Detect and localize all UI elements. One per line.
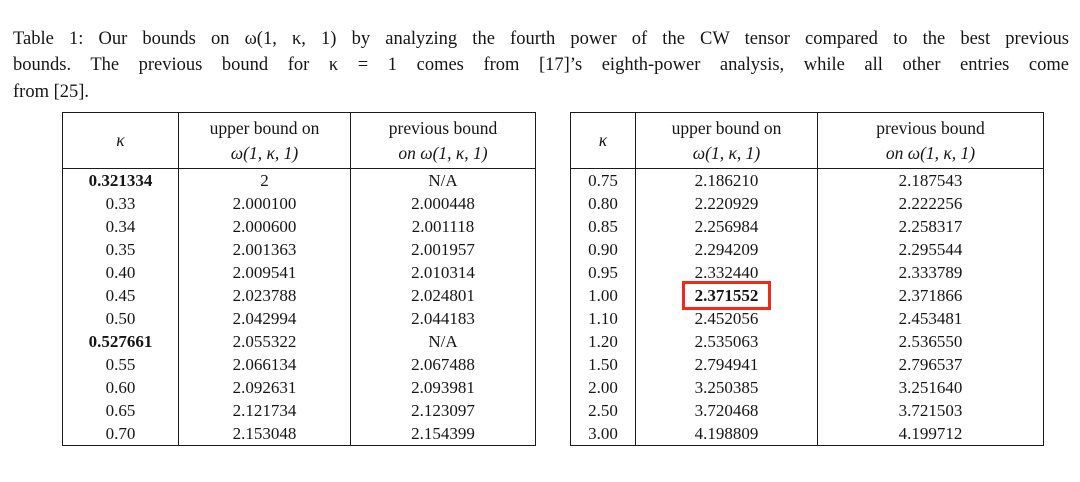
previous-bound-cell: 2.093981	[411, 378, 475, 397]
kappa-cell: 3.00	[571, 422, 636, 446]
bounds-table-left	[62, 112, 536, 446]
upper-bound-cell: 2.042994	[179, 307, 351, 330]
upper-bound-cell: 2.009541	[179, 261, 351, 284]
kappa-cell: 0.85	[571, 215, 636, 238]
kappa-cell: 0.35	[63, 238, 179, 261]
upper-bound-cell: 2.332440	[636, 261, 818, 284]
upper-bound-header	[179, 113, 351, 169]
kappa-header	[63, 113, 179, 169]
table-row	[63, 192, 536, 215]
upper-bound-header-line2: ω(1, κ, 1)	[692, 142, 761, 163]
previous-bound-cell: 2.371866	[898, 286, 963, 305]
table-row	[63, 399, 536, 422]
upper-bound-cell: 2	[179, 169, 351, 193]
previous-bound-cell: 2.453481	[898, 309, 963, 328]
upper-bound-header-line2: ω(1, κ, 1)	[230, 142, 299, 163]
kappa-cell: 1.10	[571, 307, 636, 330]
upper-bound-cell: 3.250385	[636, 376, 818, 399]
kappa-cell: 0.34	[63, 215, 179, 238]
table-caption	[13, 26, 1069, 106]
kappa-cell: 0.70	[63, 422, 179, 446]
upper-bound-cell: 2.452056	[636, 307, 818, 330]
upper-bound-cell: 2.186210	[636, 169, 818, 193]
kappa-cell: 1.00	[571, 284, 636, 307]
table-row	[571, 376, 1044, 399]
kappa-cell: 0.33	[63, 192, 179, 215]
previous-bound-cell: 2.010314	[411, 263, 475, 282]
previous-bound-cell: 3.251640	[898, 378, 963, 397]
previous-bound-cell: 2.067488	[411, 355, 475, 374]
bounds-table-right	[570, 112, 1044, 446]
previous-bound-cell: 2.001957	[411, 240, 475, 259]
upper-bound-cell: 3.720468	[636, 399, 818, 422]
table-row	[63, 422, 536, 446]
kappa-cell: 0.45	[63, 284, 179, 307]
previous-bound-cell: 2.333789	[898, 263, 963, 282]
previous-bound-cell: 2.258317	[898, 217, 963, 236]
table-row	[63, 238, 536, 261]
header-row	[63, 113, 536, 169]
upper-bound-cell: 2.001363	[179, 238, 351, 261]
table-row	[63, 376, 536, 399]
previous-bound-cell: N/A	[428, 332, 458, 351]
upper-bound-cell: 4.198809	[636, 422, 818, 446]
upper-bound-cell: 2.055322	[179, 330, 351, 353]
table-row	[63, 261, 536, 284]
table-row	[63, 330, 536, 353]
previous-bound-cell: 2.123097	[411, 401, 475, 420]
upper-bound-header-line1: upper bound on	[209, 117, 320, 138]
highlight-box: 2.371552	[682, 281, 772, 310]
table-body-left	[63, 169, 536, 446]
previous-bound-cell: 2.295544	[898, 240, 963, 259]
table-row	[571, 399, 1044, 422]
kappa-cell: 0.90	[571, 238, 636, 261]
upper-bound-cell: 2.220929	[636, 192, 818, 215]
table-row	[571, 330, 1044, 353]
table-row	[571, 261, 1044, 284]
upper-bound-header	[636, 113, 818, 169]
kappa-cell: 0.75	[571, 169, 636, 193]
caption-line-3: from [25].	[13, 81, 90, 102]
upper-bound-cell: 2.023788	[179, 284, 351, 307]
previous-bound-cell: N/A	[428, 171, 458, 190]
table-row	[571, 238, 1044, 261]
previous-bound-cell: 2.796537	[898, 355, 963, 374]
upper-bound-cell: 2.256984	[636, 215, 818, 238]
previous-bound-cell: 2.222256	[898, 194, 963, 213]
kappa-symbol: κ	[116, 130, 125, 150]
previous-bound-cell: 2.154399	[411, 424, 475, 443]
kappa-cell: 2.50	[571, 399, 636, 422]
upper-bound-cell: 2.066134	[179, 353, 351, 376]
table-row	[571, 192, 1044, 215]
table-row	[63, 215, 536, 238]
upper-bound-cell: 2.000100	[179, 192, 351, 215]
kappa-cell: 0.60	[63, 376, 179, 399]
kappa-cell: 0.65	[63, 399, 179, 422]
kappa-cell: 0.40	[63, 261, 179, 284]
table-row	[63, 307, 536, 330]
table-row	[571, 169, 1044, 193]
header-row	[571, 113, 1044, 169]
kappa-header	[571, 113, 636, 169]
kappa-cell: 1.20	[571, 330, 636, 353]
previous-bound-cell: 3.721503	[898, 401, 963, 420]
kappa-cell: 0.321334	[63, 169, 179, 193]
previous-bound-header-line1: previous bound	[876, 117, 985, 138]
upper-bound-cell: 2.294209	[636, 238, 818, 261]
upper-bound-cell: 2.794941	[636, 353, 818, 376]
table-row	[63, 284, 536, 307]
table-row	[571, 215, 1044, 238]
table-body-right	[571, 169, 1044, 446]
table-row	[571, 353, 1044, 376]
kappa-cell: 0.50	[63, 307, 179, 330]
upper-bound-cell	[636, 284, 818, 307]
table-row	[571, 284, 1044, 307]
upper-bound-header-line1: upper bound on	[671, 117, 782, 138]
table-row	[571, 422, 1044, 446]
previous-bound-cell: 2.000448	[411, 194, 475, 213]
previous-bound-header	[351, 113, 536, 169]
previous-bound-cell: 2.024801	[411, 286, 475, 305]
kappa-cell: 1.50	[571, 353, 636, 376]
table-row	[63, 353, 536, 376]
upper-bound-cell: 2.000600	[179, 215, 351, 238]
upper-bound-cell: 2.121734	[179, 399, 351, 422]
table-row	[571, 307, 1044, 330]
previous-bound-cell: 2.001118	[411, 217, 475, 236]
tables-row	[62, 112, 1044, 446]
kappa-cell: 0.80	[571, 192, 636, 215]
previous-bound-cell: 4.199712	[898, 424, 963, 443]
upper-bound-cell: 2.153048	[179, 422, 351, 446]
kappa-cell: 2.00	[571, 376, 636, 399]
caption-line-1: Table 1: Our bounds on ω(1, κ, 1) by analyzing the fourth power of the CW tensor compared to the best previous	[13, 28, 1069, 49]
previous-bound-header-line1: previous bound	[388, 117, 498, 138]
table-row	[63, 169, 536, 193]
kappa-cell: 0.95	[571, 261, 636, 284]
previous-bound-header-line2: on ω(1, κ, 1)	[398, 142, 488, 163]
previous-bound-header	[818, 113, 1044, 169]
previous-bound-header-line2: on ω(1, κ, 1)	[885, 142, 976, 163]
caption-line-2: bounds. The previous bound for κ = 1 comes from [17]’s eighth-power analysis, while all other entries come	[13, 55, 1069, 75]
previous-bound-cell: 2.187543	[898, 171, 963, 190]
upper-bound-cell: 2.092631	[179, 376, 351, 399]
previous-bound-cell: 2.536550	[898, 332, 963, 351]
kappa-cell: 0.527661	[63, 330, 179, 353]
upper-bound-cell: 2.535063	[636, 330, 818, 353]
previous-bound-cell: 2.044183	[411, 309, 475, 328]
kappa-cell: 0.55	[63, 353, 179, 376]
kappa-symbol: κ	[598, 130, 608, 150]
